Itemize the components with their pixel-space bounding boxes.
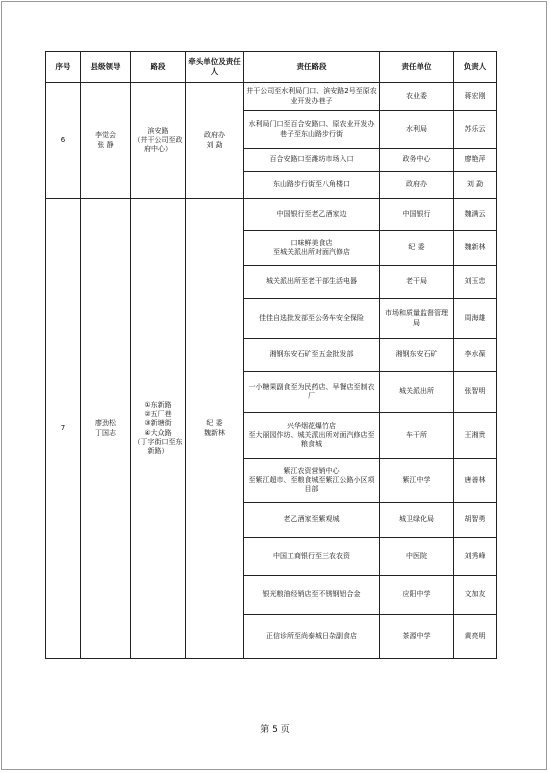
responsible-segment: 中国银行至老乙酒家边 [244, 199, 380, 231]
responsible-segment: 佳佳自选批发部至公务车安全保险 [244, 299, 380, 339]
responsible-unit: 中医院 [380, 538, 454, 576]
person-in-charge: 唐善林 [454, 459, 497, 503]
responsible-segment: 水利局门口至百合安路口、原农业开发办巷子至东山路步行街 [244, 111, 380, 149]
responsible-segment: 一小糖果副食至为民药店、早餐店至制衣厂 [244, 372, 380, 413]
person-in-charge: 蒋宏刚 [454, 83, 497, 111]
table-row [46, 199, 497, 231]
person-in-charge: 胡智勇 [454, 503, 497, 538]
header-index: 序号 [46, 52, 81, 83]
responsible-unit: 水利局 [380, 111, 454, 149]
responsibility-table [45, 51, 497, 659]
responsible-unit: 车干所 [380, 413, 454, 459]
page-number: 第 5 页 [260, 725, 290, 735]
person-in-charge: 魏满云 [454, 199, 497, 231]
responsible-unit: 湘钢东安石矿 [380, 339, 454, 372]
responsible-unit: 应阳中学 [380, 576, 454, 615]
responsible-segment: 紫江农资营销中心 至紫江超市、至粮食城至紫江公路小区项目部 [244, 459, 380, 503]
responsible-unit: 纪 委 [380, 231, 454, 266]
responsible-segment: 银光粮油经销店至不锈钢铝合金 [244, 576, 380, 615]
header-section: 路段 [131, 52, 186, 83]
row-index: 7 [46, 199, 81, 659]
header-person-in-charge: 负责人 [454, 52, 497, 83]
responsible-segment: 湘钢东安石矿至五金批发部 [244, 339, 380, 372]
county-leader: 李觉会 张 静 [81, 83, 131, 199]
header-row [46, 52, 497, 83]
person-in-charge: 李水葆 [454, 339, 497, 372]
responsible-unit: 城卫绿化局 [380, 503, 454, 538]
header-county-leader: 县级领导 [81, 52, 131, 83]
responsible-segment: 中国工商银行至三农农资 [244, 538, 380, 576]
responsible-segment: 兴华烟花爆竹店 至大丽园作坊、城关派出所对面汽修店至粮食城 [244, 413, 380, 459]
person-in-charge: 黄亮明 [454, 615, 497, 659]
responsible-segment: 口味鲜美食店 至城关派出所对面汽修店 [244, 231, 380, 266]
lead-unit: 政府办 刘 勐 [186, 83, 244, 199]
person-in-charge: 廖艳萍 [454, 149, 497, 172]
responsible-unit: 茶源中学 [380, 615, 454, 659]
road-section: 滨安路 （井干公司至政府中心） [131, 83, 186, 199]
person-in-charge: 周海雄 [454, 299, 497, 339]
responsible-unit: 老干局 [380, 266, 454, 299]
table-row [46, 83, 497, 111]
responsible-unit: 政务中心 [380, 149, 454, 172]
responsible-unit: 市场和质量监督管理局 [380, 299, 454, 339]
road-section: ①东新路 ②五厂巷 ③新塘街 ④大众路 （丁字街口至东新路） [131, 199, 186, 659]
responsible-segment: 老乙酒家至紫观城 [244, 503, 380, 538]
responsible-segment: 东山路步行街至八角楼口 [244, 172, 380, 199]
responsible-segment: 城关派出所至老干部生活电器 [244, 266, 380, 299]
person-in-charge: 刘玉忠 [454, 266, 497, 299]
responsible-segment: 正信诊所至尚泰城日杂副食店 [244, 615, 380, 659]
header-responsible-unit: 责任单位 [380, 52, 454, 83]
responsible-unit: 政府办 [380, 172, 454, 199]
person-in-charge: 刘 勐 [454, 172, 497, 199]
person-in-charge: 苏乐云 [454, 111, 497, 149]
responsible-segment: 井干公司至水利局门口、滨安路2号至原农业开发办巷子 [244, 83, 380, 111]
person-in-charge: 王湘贵 [454, 413, 497, 459]
person-in-charge: 刘秀峰 [454, 538, 497, 576]
person-in-charge: 张智明 [454, 372, 497, 413]
county-leader: 廖劲松 丁国志 [81, 199, 131, 659]
lead-unit: 纪 委 魏新林 [186, 199, 244, 659]
responsible-unit: 农业委 [380, 83, 454, 111]
person-in-charge: 文加友 [454, 576, 497, 615]
responsible-unit: 中国银行 [380, 199, 454, 231]
row-index: 6 [46, 83, 81, 199]
responsible-segment: 百合安路口至潍坊市场入口 [244, 149, 380, 172]
responsible-unit: 城关派出所 [380, 372, 454, 413]
header-lead-unit: 牵头单位及责任人 [186, 52, 244, 83]
responsible-unit: 紫江中学 [380, 459, 454, 503]
person-in-charge: 魏新林 [454, 231, 497, 266]
header-responsible-segment: 责任路段 [244, 52, 380, 83]
